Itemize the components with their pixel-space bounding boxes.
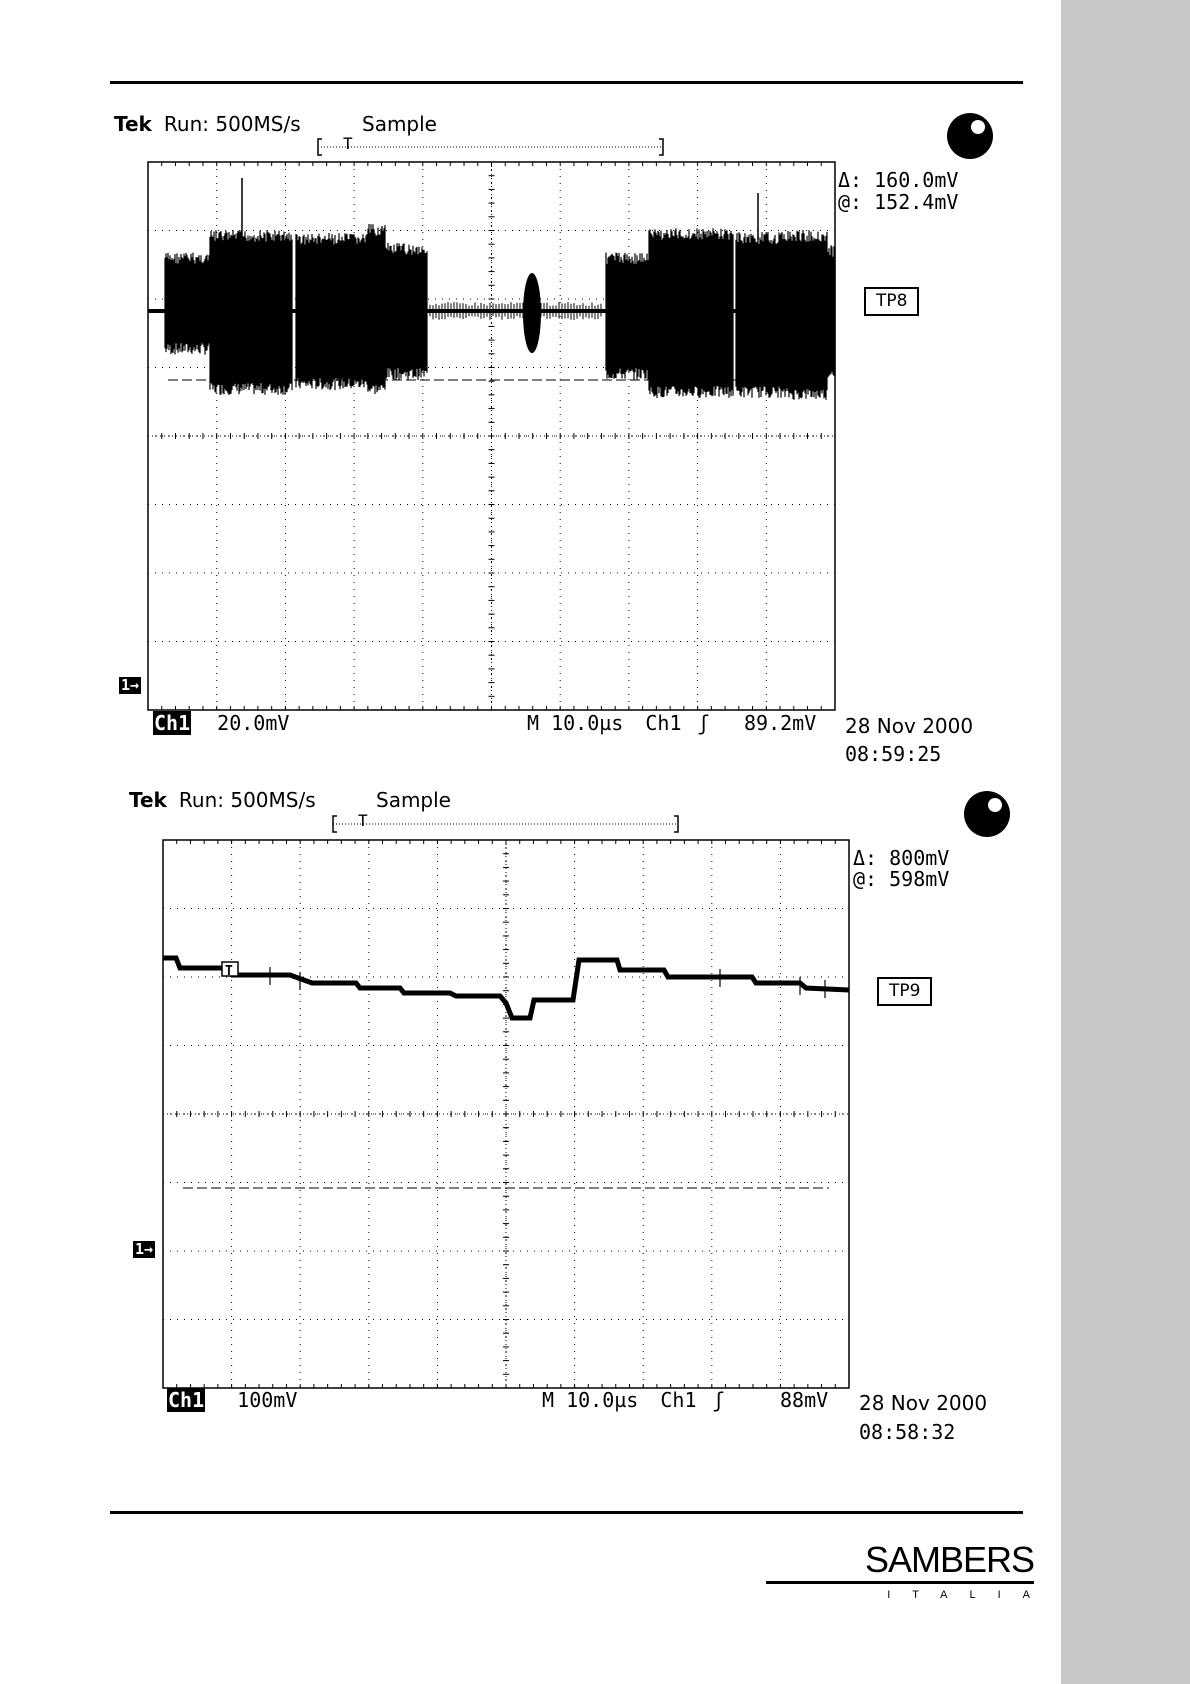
logo-subtitle: ITALIA <box>887 1589 1052 1601</box>
capture-time: 08:59:25 <box>845 742 942 766</box>
trigger-level: 89.2mV <box>744 711 817 735</box>
trigger-position-marker: T <box>343 134 353 153</box>
cursor-delta-readout: Δ: 800mV <box>853 846 950 870</box>
test-point-label: TP9 <box>877 977 932 1006</box>
logo-underline <box>766 1581 1034 1584</box>
sample-rate-label: Run: 500MS/s <box>178 788 316 812</box>
cursor-position-readout: @: 152.4mV <box>838 190 959 214</box>
graticule-grid <box>163 840 849 1388</box>
volts-per-div: 100mV <box>237 1388 298 1412</box>
trigger-level: 88mV <box>780 1388 829 1412</box>
capture-date: 28 Nov 2000 <box>845 714 974 738</box>
capture-date: 28 Nov 2000 <box>859 1391 988 1415</box>
acquisition-mode-label: Sample <box>376 788 451 812</box>
trigger-source: Ch1 <box>660 1388 697 1412</box>
rising-edge-icon: ʃ <box>712 1388 725 1412</box>
acquisition-run-icon <box>964 791 1010 837</box>
logo-name: SAMBERS <box>864 1539 1034 1580</box>
volts-per-div: 20.0mV <box>217 711 290 735</box>
timebase-value: M 10.0µs <box>542 1388 639 1412</box>
timebase-value: M 10.0µs <box>527 711 624 735</box>
scope-header <box>129 790 316 810</box>
brand-label: Tek <box>114 112 152 136</box>
channel-ground-marker: 1→ <box>135 1240 154 1258</box>
trigger-point-marker-label: T <box>225 964 233 979</box>
capture-time: 08:58:32 <box>859 1420 956 1444</box>
cursor-position-readout: @: 598mV <box>853 867 950 891</box>
page-side-bar <box>1061 0 1190 1684</box>
channel-badge: Ch1 <box>168 1388 205 1412</box>
timebase-readout <box>542 1390 725 1410</box>
sample-rate-label: Run: 500MS/s <box>163 112 301 136</box>
channel-badge: Ch1 <box>154 711 191 735</box>
sambers-logo <box>766 1539 1052 1601</box>
brand-label: Tek <box>129 788 167 812</box>
trigger-source: Ch1 <box>645 711 682 735</box>
channel-scale-readout <box>167 1390 297 1410</box>
trigger-position-marker: T <box>358 811 368 830</box>
channel-ground-marker: 1→ <box>121 676 140 694</box>
acquisition-run-icon-highlight <box>988 798 1002 812</box>
cursor-delta-readout: Δ: 160.0mV <box>838 168 959 192</box>
rising-edge-icon: ʃ <box>697 711 710 735</box>
test-point-label: TP8 <box>864 287 919 316</box>
acquisition-mode-label: Sample <box>362 112 437 136</box>
